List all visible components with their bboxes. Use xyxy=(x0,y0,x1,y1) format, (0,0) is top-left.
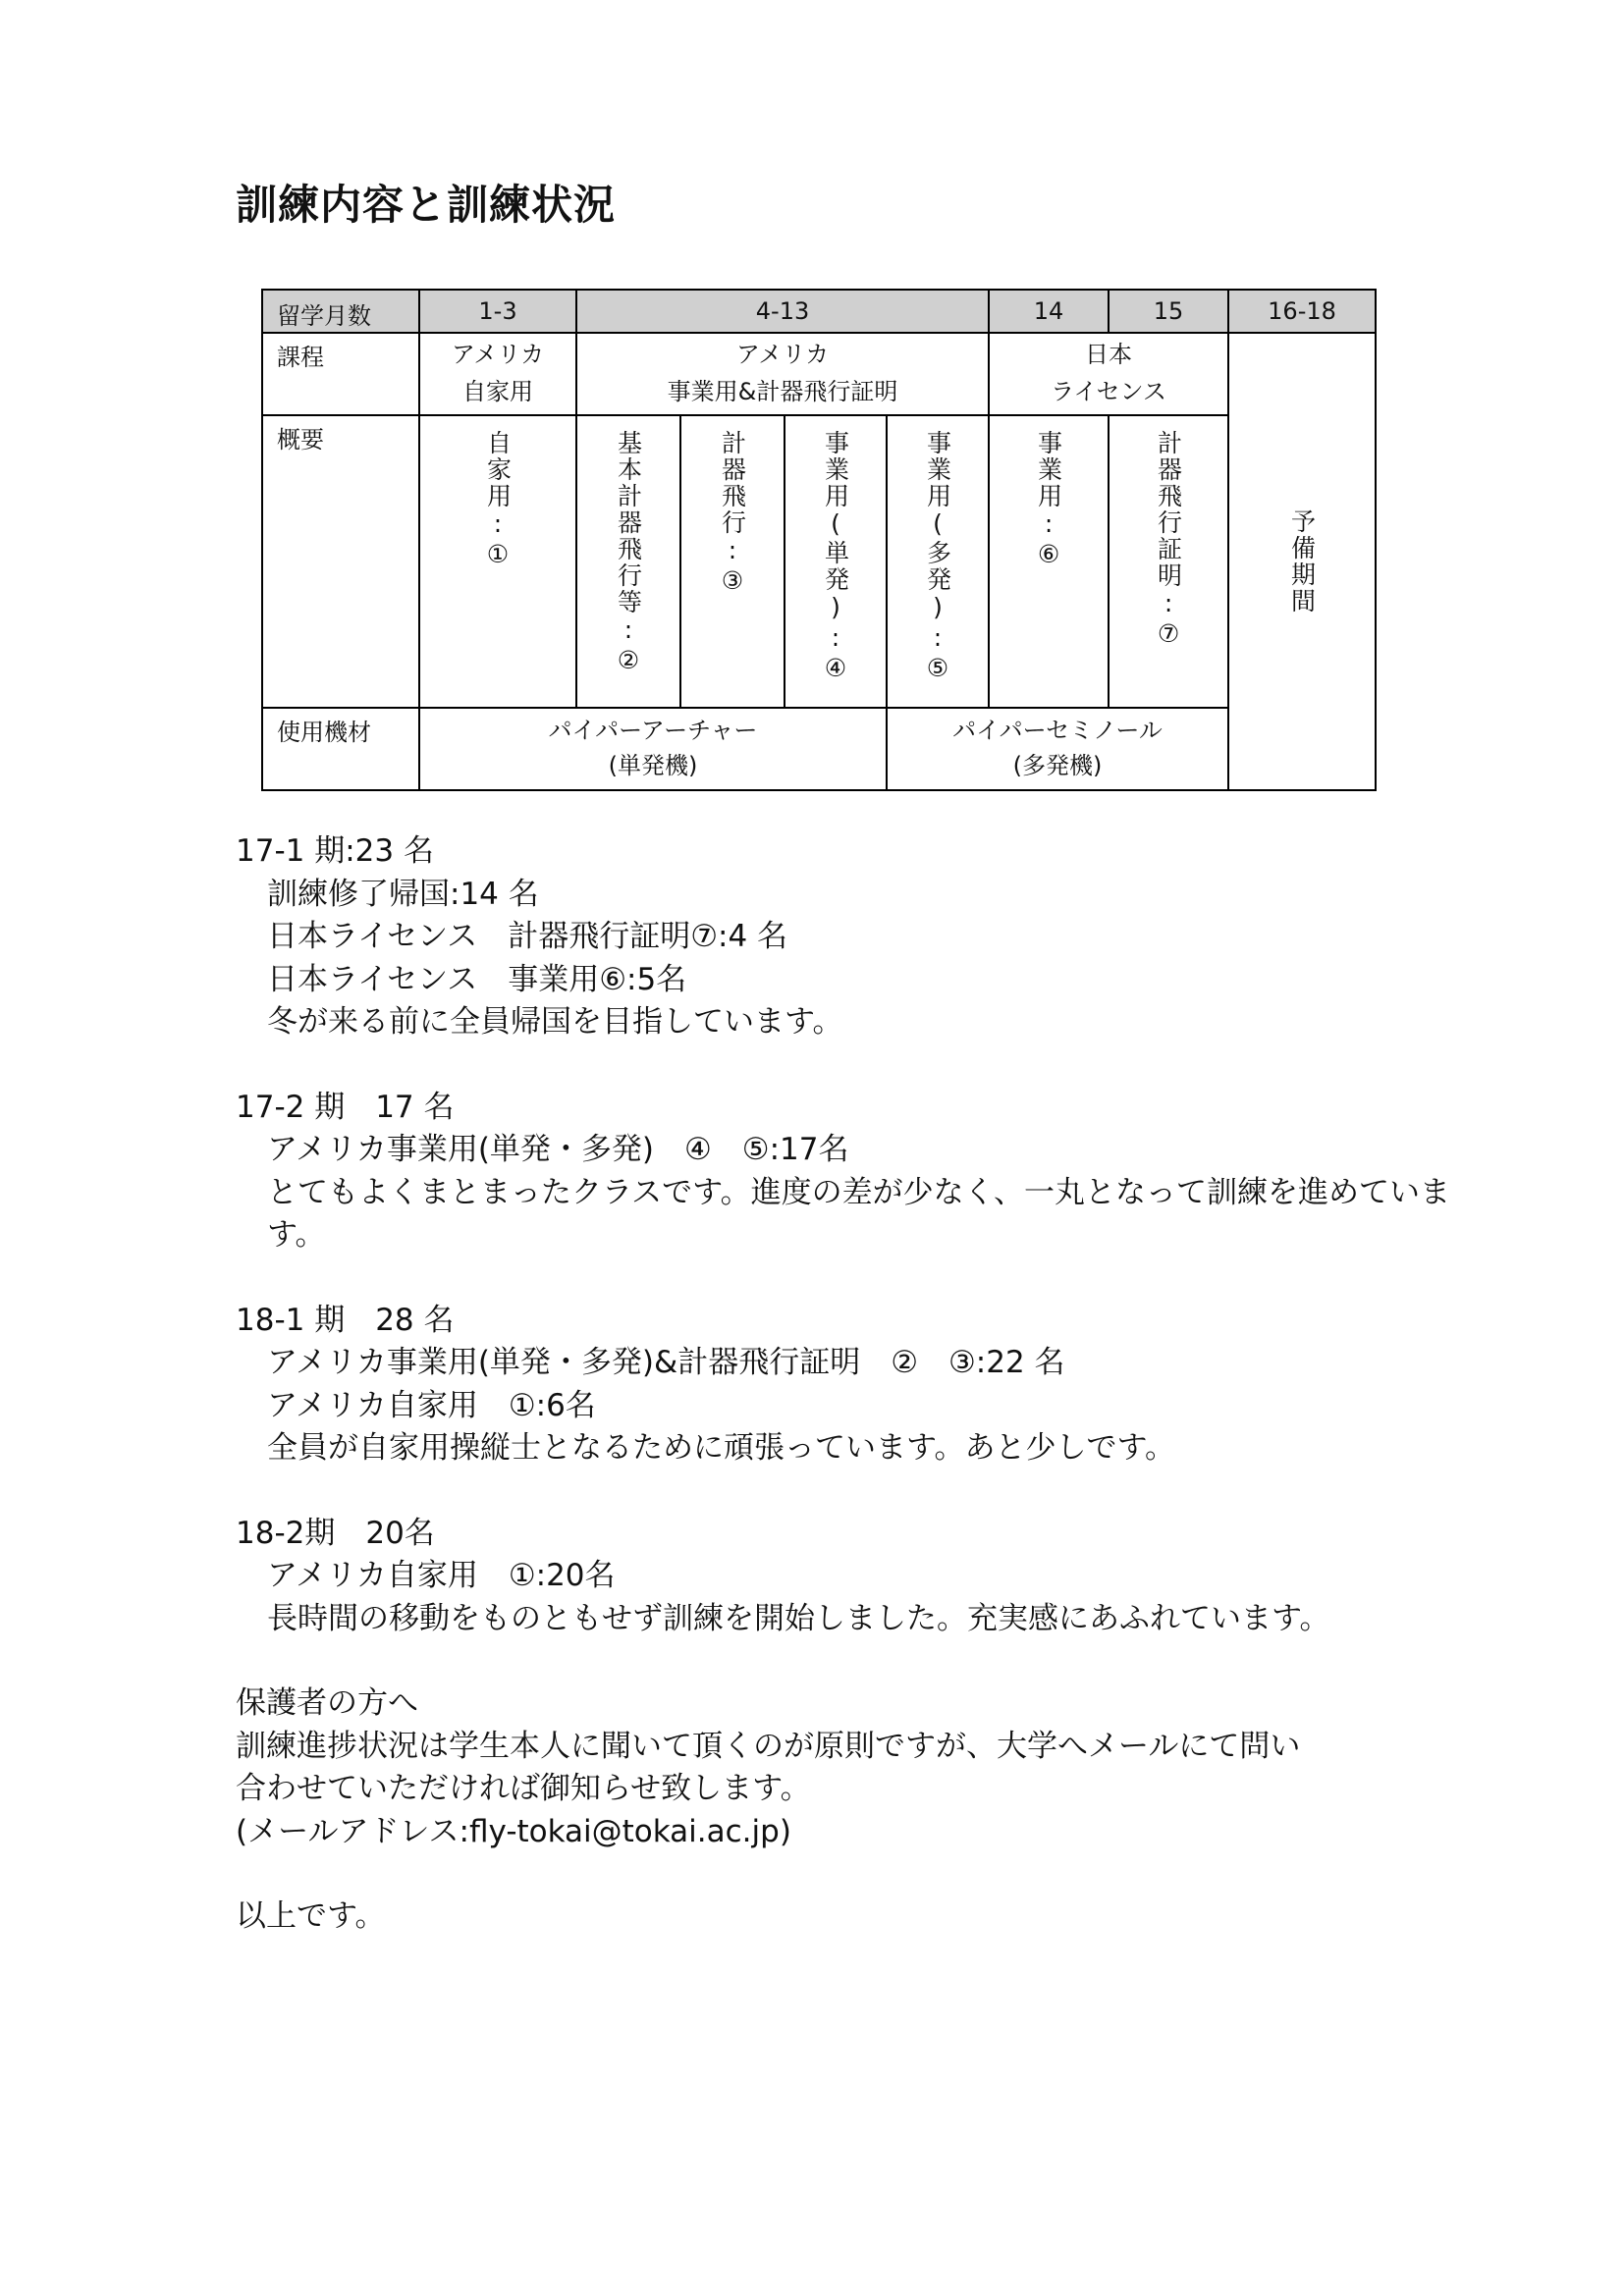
notice-line: 合わせていただければ御知らせ致します。 xyxy=(236,1771,811,1806)
section-18-1-line: アメリカ自家用 ①:6名 xyxy=(267,1387,596,1423)
section-18-1-line: 全員が自家用操縦士となるために頑張っています。あと少しです。 xyxy=(267,1430,1176,1466)
course-row xyxy=(262,333,1376,415)
months-row xyxy=(262,290,1376,333)
course-japan-license-line2: ライセンス xyxy=(1051,378,1166,405)
course-us-commercial-line1: アメリカ xyxy=(735,341,830,368)
month-15: 15 xyxy=(1109,290,1228,333)
overview-row xyxy=(262,415,1376,708)
overview-commercial-multi: 事業用(多発):⑤ xyxy=(923,430,952,684)
row-label-months: 留学月数 xyxy=(262,290,419,333)
closing-text: 以上です。 xyxy=(236,1898,386,1934)
notice-email: (メールアドレス:fly-tokai@tokai.ac.jp) xyxy=(236,1813,791,1849)
equipment-seminole xyxy=(887,708,1228,790)
overview-cell-2 xyxy=(576,415,680,708)
overview-basic-instrument: 基本計器飛行等:② xyxy=(614,430,643,676)
overview-cell-6 xyxy=(989,415,1109,708)
row-label-course: 課程 xyxy=(262,333,419,415)
overview-commercial: 事業用:⑥ xyxy=(1034,430,1063,570)
section-18-2-heading: 18-2期 20名 xyxy=(236,1515,435,1551)
reserve-period-cell xyxy=(1228,333,1376,790)
course-us-private-line1: アメリカ xyxy=(451,341,545,368)
notice-line: 訓練進捗状況は学生本人に聞いて頂くのが原則ですが、大学へメールにて問い xyxy=(236,1728,1301,1764)
section-17-1-line: 日本ライセンス 事業用⑥:5名 xyxy=(267,961,687,997)
section-17-2-line: アメリカ事業用(単発・多発) ④ ⑤:17名 xyxy=(267,1132,849,1167)
overview-commercial-single: 事業用(単発):④ xyxy=(821,430,850,684)
equipment-row xyxy=(262,708,1376,790)
section-18-2-line: 長時間の移動をものともせず訓練を開始しました。充実感にあふれています。 xyxy=(267,1600,1330,1636)
month-4-13: 4-13 xyxy=(576,290,989,333)
section-17-2-heading: 17-2 期 17 名 xyxy=(236,1089,455,1125)
row-label-equipment: 使用機材 xyxy=(262,708,419,790)
training-schedule-table xyxy=(261,289,1377,791)
course-japan-license xyxy=(989,333,1228,415)
section-17-2-line: とてもよくまとまったクラスです。進度の差が少なく、一丸となって訓練を進めています。 xyxy=(267,1174,1450,1253)
month-16-18: 16-18 xyxy=(1228,290,1376,333)
course-japan-license-line1: 日本 xyxy=(1085,341,1133,368)
row-label-overview: 概要 xyxy=(262,415,419,708)
overview-instrument: 計器飛行:③ xyxy=(718,430,747,597)
course-us-private xyxy=(419,333,576,415)
overview-cell-1 xyxy=(419,415,576,708)
overview-cell-4 xyxy=(785,415,887,708)
section-17-1-line: 訓練修了帰国:14 名 xyxy=(267,876,539,912)
overview-cell-5 xyxy=(887,415,989,708)
month-14: 14 xyxy=(989,290,1109,333)
course-us-commercial-line2: 事業用&計器飛行証明 xyxy=(667,378,898,405)
reserve-period: 予備期間 xyxy=(1287,508,1317,614)
status-report xyxy=(236,830,1512,1939)
equipment-archer-name: パイパーアーチャー xyxy=(548,717,758,744)
section-18-2-line: アメリカ自家用 ①:20名 xyxy=(267,1558,616,1593)
overview-instrument-rating: 計器飛行証明:⑦ xyxy=(1154,430,1183,650)
section-17-1-line: 冬が来る前に全員帰国を目指しています。 xyxy=(267,1004,843,1040)
overview-cell-3 xyxy=(680,415,785,708)
overview-cell-7 xyxy=(1109,415,1228,708)
equipment-seminole-name: パイパーセミノール xyxy=(952,717,1163,744)
section-17-1-line: 日本ライセンス 計器飛行証明⑦:4 名 xyxy=(267,919,788,954)
equipment-archer xyxy=(419,708,887,790)
page-title: 訓練内容と訓練状況 xyxy=(236,181,617,229)
overview-private: 自家用:① xyxy=(483,430,513,570)
section-18-1-line: アメリカ事業用(単発・多発)&計器飛行証明 ② ③:22 名 xyxy=(267,1345,1065,1380)
course-us-commercial xyxy=(576,333,989,415)
section-17-1-heading: 17-1 期:23 名 xyxy=(236,833,434,869)
equipment-archer-type: (単発機) xyxy=(608,752,698,779)
month-1-3: 1-3 xyxy=(419,290,576,333)
notice-heading: 保護者の方へ xyxy=(236,1685,418,1721)
equipment-seminole-type: (多発機) xyxy=(1012,752,1103,779)
course-us-private-line2: 自家用 xyxy=(462,378,533,405)
section-18-1-heading: 18-1 期 28 名 xyxy=(236,1302,455,1338)
